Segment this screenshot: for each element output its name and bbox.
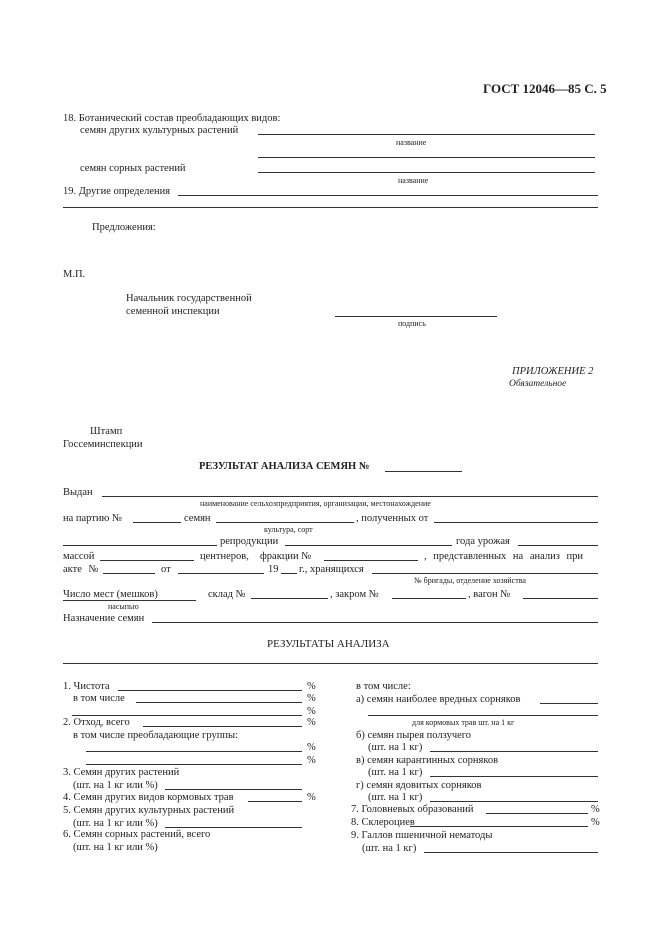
cultural-label: 5. Семян других культурных растений <box>63 805 235 816</box>
quarantine-weeds-label: в) семян карантинных сорняков <box>356 755 499 766</box>
results-divider <box>63 663 598 664</box>
waste-groups-label: в том числе преобладающие группы: <box>73 730 238 741</box>
wagon-field[interactable] <box>523 598 598 599</box>
warehouse-field[interactable] <box>251 598 328 599</box>
purpose-field[interactable] <box>152 622 598 623</box>
fraction-field[interactable] <box>324 560 418 561</box>
purity-label: 1. Чистота <box>63 681 110 692</box>
stamp-label: Штамп <box>90 426 123 437</box>
fodder-label: 4. Семян других видов кормовых трав <box>63 792 234 803</box>
sclerotia-pct: % <box>591 817 600 828</box>
received-from-label: , полученных от <box>356 513 429 524</box>
places-field[interactable] <box>166 600 196 601</box>
reproduction-field[interactable] <box>63 545 217 546</box>
result-number-field[interactable] <box>385 471 462 472</box>
mass-field[interactable] <box>100 560 194 561</box>
harmful-weeds-label: а) семян наиболее вредных сорняков <box>356 694 521 705</box>
couch-grass-unit: (шт. на 1 кг) <box>368 742 423 753</box>
purity-incl-pct-2: % <box>307 706 316 717</box>
nematode-field[interactable] <box>424 852 598 853</box>
purity-incl-pct: % <box>307 693 316 704</box>
purity-incl-field[interactable] <box>136 702 302 703</box>
issued-field[interactable] <box>102 496 598 497</box>
poisonous-weeds-unit: (шт. на 1 кг) <box>368 792 423 803</box>
smut-pct: % <box>591 804 600 815</box>
weeds-label: 6. Семян сорных растений, всего <box>63 829 211 840</box>
warehouse-label: склад № <box>208 589 246 600</box>
signature-caption: подпись <box>398 319 426 328</box>
weed-plants-field[interactable] <box>258 172 595 173</box>
result-title: РЕЗУЛЬТАТ АНАЛИЗА СЕМЯН № <box>199 461 370 472</box>
harmful-weeds-field[interactable] <box>540 703 598 704</box>
purity-pct: % <box>307 681 316 692</box>
fodder-pct: % <box>307 792 316 803</box>
other-plants-label: 3. Семян других растений <box>63 767 180 778</box>
bin-label: , закром № <box>330 589 379 600</box>
section-19-label: 19. Другие определения <box>63 186 171 197</box>
act-date-field[interactable] <box>178 573 264 574</box>
right-incl-label: в том числе: <box>356 681 411 692</box>
waste-group-field-2[interactable] <box>86 764 302 765</box>
proposals-label: Предложения: <box>92 222 156 233</box>
cultural-field[interactable] <box>165 827 302 828</box>
purpose-label: Назначение семян <box>63 613 145 624</box>
chief-title-line2: семенной инспекции <box>126 306 220 317</box>
poisonous-weeds-label: г) семян ядовитых сорняков <box>356 780 482 791</box>
issued-caption: наименование сельхозпредприятия, организации, местонахождение <box>200 499 431 508</box>
issued-label: Выдан <box>63 487 93 498</box>
harmful-weeds-field-2[interactable] <box>368 715 598 716</box>
nematode-unit: (шт. на 1 кг) <box>362 843 417 854</box>
year-prefix: 19 <box>268 564 279 575</box>
waste-label: 2. Отход, всего <box>63 717 130 728</box>
cultural-plants-field-2[interactable] <box>258 157 595 158</box>
storage-field[interactable] <box>372 573 598 574</box>
name-caption-2: название <box>398 176 429 185</box>
fraction-label: фракции № <box>260 551 312 562</box>
harvest-year-value-field[interactable] <box>518 545 598 546</box>
batch-number-field[interactable] <box>133 522 181 523</box>
centners-label: центнеров, <box>200 551 249 562</box>
received-from-field[interactable] <box>434 522 598 523</box>
other-plants-field[interactable] <box>165 789 302 790</box>
quarantine-weeds-unit: (шт. на 1 кг) <box>368 767 423 778</box>
seeds-label: семян <box>184 513 211 524</box>
page-header: ГОСТ 12046—85 С. 5 <box>483 81 607 96</box>
stored-label: г., хранящихся <box>299 564 364 575</box>
crop-caption: культура, сорт <box>264 525 313 534</box>
places-caption: насыпью <box>108 602 139 611</box>
submitted-label: , представленных на анализ при <box>424 551 583 562</box>
results-title: РЕЗУЛЬТАТЫ АНАЛИЗА <box>267 638 390 650</box>
poisonous-weeds-field[interactable] <box>430 801 598 802</box>
act-year-field[interactable] <box>281 573 297 574</box>
smut-field[interactable] <box>486 813 588 814</box>
act-number-field[interactable] <box>103 573 155 574</box>
act-label: акте № <box>63 564 99 575</box>
fodder-field[interactable] <box>248 801 302 802</box>
brigade-caption: № бригады, отделение хозяйства <box>414 576 526 585</box>
waste-pct: % <box>307 717 316 728</box>
seal-label: М.П. <box>63 269 86 280</box>
couch-grass-label: б) семян пырея ползучего <box>356 730 472 741</box>
section-18-heading: 18. Ботанический состав преобладающих видов: <box>63 113 281 124</box>
name-caption: название <box>396 138 427 147</box>
purity-incl-label: в том числе <box>73 693 125 704</box>
cultural-unit: (шт. на 1 кг или %) <box>73 818 158 829</box>
places-label: Число мест (мешков) <box>63 589 158 600</box>
appendix-title: ПРИЛОЖЕНИЕ 2 <box>512 366 594 377</box>
sclerotia-field[interactable] <box>410 826 588 827</box>
bin-field[interactable] <box>392 598 466 599</box>
waste-group-pct-1: % <box>307 742 316 753</box>
other-plants-unit: (шт. на 1 кг или %) <box>73 780 158 791</box>
couch-grass-field[interactable] <box>430 751 598 752</box>
reproduction-label: репродукции <box>220 536 279 547</box>
weeds-unit: (шт. на 1 кг или %) <box>73 842 158 853</box>
cultural-plants-field[interactable] <box>258 134 595 135</box>
wagon-label: , вагон № <box>468 589 511 600</box>
batch-label: на партию № <box>63 513 122 524</box>
from-label: от <box>161 564 171 575</box>
quarantine-weeds-field[interactable] <box>430 776 598 777</box>
harvest-year-field[interactable] <box>285 545 452 546</box>
waste-group-pct-2: % <box>307 755 316 766</box>
chief-title-line1: Начальник государственной <box>126 293 252 304</box>
mass-label: массой <box>63 551 95 562</box>
smut-label: 7. Головневых образований <box>351 804 474 815</box>
waste-field[interactable] <box>143 726 302 727</box>
appendix-subtitle: Обязательное <box>509 379 567 389</box>
nematode-label: 9. Галлов пшеничной нематоды <box>351 830 493 841</box>
places-underline <box>63 600 166 601</box>
other-determinations-field[interactable] <box>178 195 598 196</box>
sclerotia-label: 8. Склероциев <box>351 817 415 828</box>
signature-field[interactable] <box>335 316 497 317</box>
seeds-field[interactable] <box>216 522 354 523</box>
stamp-org: Госсеминспекции <box>63 439 143 450</box>
purity-field[interactable] <box>118 690 302 691</box>
cultural-plants-label: семян других культурных растений <box>80 125 239 136</box>
weed-plants-label: семян сорных растений <box>80 163 186 174</box>
other-determinations-field-2[interactable] <box>63 207 598 208</box>
purity-incl-field-2[interactable] <box>72 715 302 716</box>
waste-group-field-1[interactable] <box>86 751 302 752</box>
harvest-year-label: года урожая <box>456 536 510 547</box>
harmful-weeds-caption: для кормовых трав шт. на 1 кг <box>412 718 515 727</box>
